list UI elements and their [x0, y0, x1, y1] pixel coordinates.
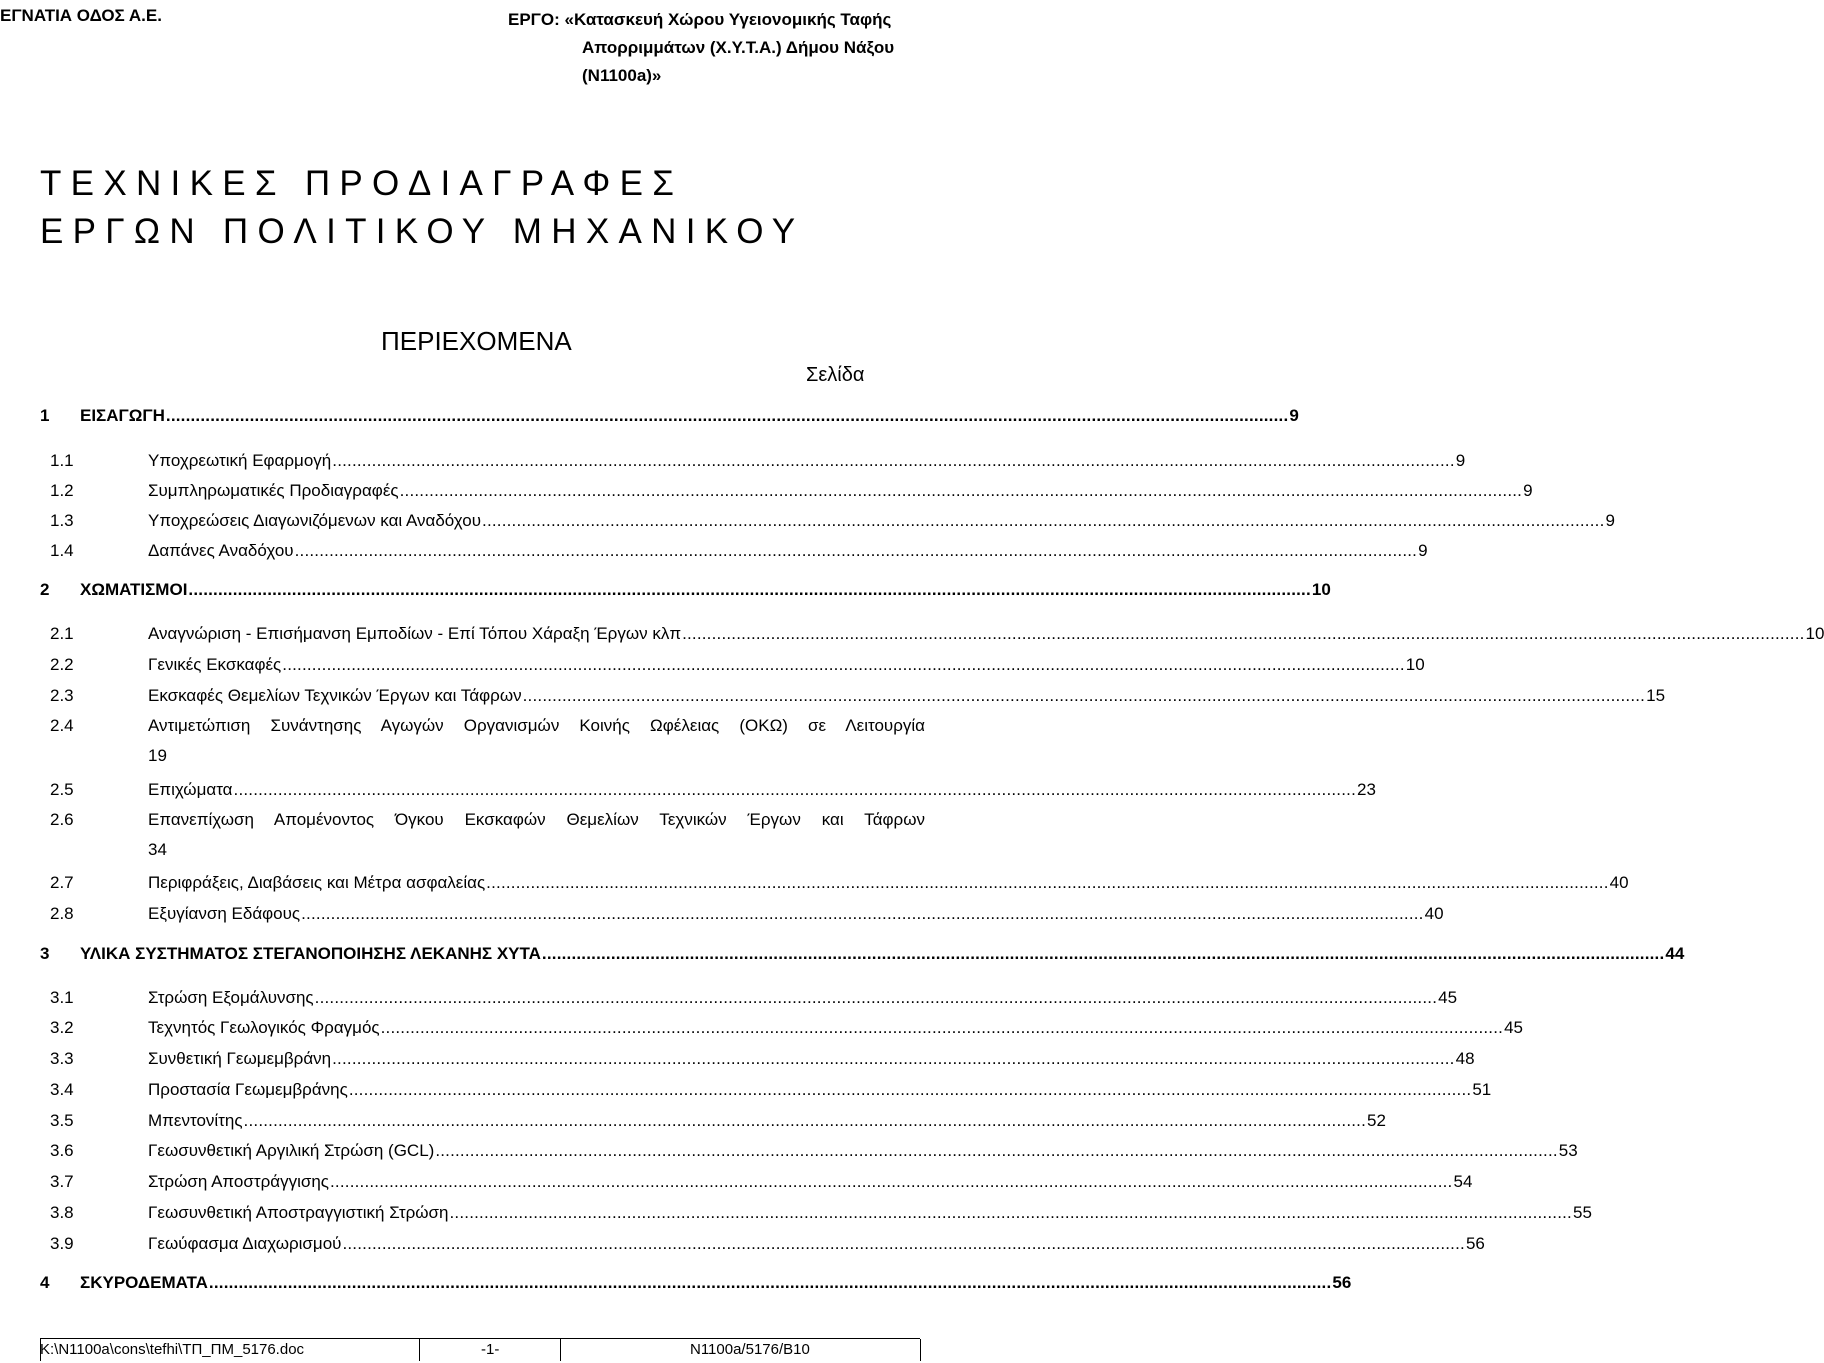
toc-entry[interactable]	[40, 1141, 1578, 1165]
toc-entry-wrapped[interactable]	[40, 716, 925, 772]
toc-entry[interactable]	[40, 944, 1685, 968]
toc-entry[interactable]	[40, 541, 1428, 565]
toc-page: 9	[1418, 541, 1428, 560]
toc-title: Γεωσυνθετική Αργιλική Στρώση (GCL)	[148, 1141, 435, 1160]
toc-title: Υποχρεώσεις Διαγωνιζόμενων και Αναδόχου	[148, 511, 482, 530]
footer-separator	[560, 1339, 561, 1361]
toc-page: 10	[1311, 580, 1331, 599]
toc-entry[interactable]	[40, 988, 1458, 1012]
toc-number: 3.1	[50, 988, 74, 1007]
toc-page: 48	[1455, 1049, 1475, 1068]
toc-entry[interactable]	[40, 873, 1629, 897]
toc-leader: ....................................................................................................................................................................................................................................	[332, 1049, 1455, 1068]
toc-leader: ....................................................................................................................................................................................................................................	[482, 511, 1605, 530]
toc-number: 2	[40, 580, 50, 599]
toc-leader: ....................................................................................................................................................................................................................................	[399, 481, 1523, 500]
toc-number: 3.6	[50, 1141, 74, 1160]
toc-leader: ....................................................................................................................................................................................................................................	[486, 873, 1609, 892]
toc-title: Γεωσυνθετική Αποστραγγιστική Στρώση	[148, 1203, 449, 1222]
toc-page: 44	[1665, 944, 1685, 963]
toc-title: Υποχρεωτική Εφαρμογή	[148, 451, 332, 470]
toc-entry-wrapped[interactable]	[40, 810, 925, 866]
toc-title: Εξυγίανση Εδάφους	[148, 904, 301, 923]
toc-page: 52	[1367, 1111, 1386, 1130]
toc-entry[interactable]	[40, 686, 1666, 710]
toc-number: 1.1	[50, 451, 74, 470]
toc-number: 3.4	[50, 1080, 74, 1099]
toc-number: 2.4	[50, 716, 74, 735]
toc-entry[interactable]	[40, 1203, 1592, 1227]
toc-entry[interactable]	[40, 1049, 1475, 1073]
toc-number: 2.5	[50, 780, 74, 799]
toc-entry[interactable]	[40, 1080, 1492, 1104]
contents-heading: ΠΕΡΙΕΧΟΜΕΝΑ	[381, 326, 572, 356]
toc-page: 10	[1805, 624, 1824, 643]
toc-entry[interactable]	[40, 481, 1533, 505]
toc-number: 2.7	[50, 873, 74, 892]
toc-leader: ....................................................................................................................................................................................................................................	[522, 686, 1646, 705]
toc-page: 9	[1523, 481, 1533, 500]
toc-leader: ....................................................................................................................................................................................................................................	[188, 580, 1311, 599]
toc-page: 9	[1455, 451, 1466, 470]
toc-number: 1.3	[50, 511, 74, 530]
toc-number: 3.9	[50, 1234, 74, 1253]
toc-page: 40	[1609, 873, 1629, 892]
toc-leader: ....................................................................................................................................................................................................................................	[682, 624, 1805, 643]
toc-title: Επανεπίχωση Απομένοντος Όγκου Εκσκαφών Θεμελίων Τεχνικών Έργων και Τάφρων	[148, 810, 925, 829]
toc-entry[interactable]	[40, 511, 1615, 535]
footer-file-path: K:\N1100a\cons\tefhi\ΤΠ_ΠΜ_5176.doc	[40, 1341, 305, 1358]
toc-page: 34	[148, 840, 167, 859]
header-project	[508, 6, 954, 90]
toc-leader: ....................................................................................................................................................................................................................................	[301, 904, 1424, 923]
toc-entry[interactable]	[40, 406, 1299, 430]
toc-leader: ....................................................................................................................................................................................................................................	[541, 944, 1665, 963]
toc-title: Περιφράξεις, Διαβάσεις και Μέτρα ασφαλείας	[148, 873, 486, 892]
toc-entry[interactable]	[40, 624, 1824, 648]
toc-page: 53	[1558, 1141, 1578, 1160]
page-column-label: Σελίδα	[806, 364, 865, 386]
toc-number: 3.5	[50, 1111, 74, 1130]
toc-page: 19	[148, 746, 167, 765]
toc-leader: ....................................................................................................................................................................................................................................	[294, 541, 1418, 560]
toc-page: 56	[1332, 1273, 1352, 1292]
toc-title: Τεχνητός Γεωλογικός Φραγμός	[148, 1018, 380, 1037]
toc-title: Στρώση Εξομάλυνσης	[148, 988, 314, 1007]
toc-page: 15	[1646, 686, 1666, 705]
toc-number: 4	[40, 1273, 50, 1292]
footer-separator	[419, 1339, 420, 1361]
toc-leader: ....................................................................................................................................................................................................................................	[314, 988, 1438, 1007]
footer-document-code: N1100a/5176/B10	[690, 1341, 810, 1358]
toc-entry[interactable]	[40, 1273, 1352, 1297]
toc-leader: ....................................................................................................................................................................................................................................	[165, 406, 1289, 425]
toc-number: 1.4	[50, 541, 74, 560]
toc-leader: ....................................................................................................................................................................................................................................	[342, 1234, 1465, 1253]
toc-number: 3.2	[50, 1018, 74, 1037]
header-project-line1: ΕΡΓΟ: «Κατασκευή Χώρου Υγειονομικής Ταφής	[508, 10, 892, 29]
toc-number: 2.6	[50, 810, 74, 829]
toc-page: 40	[1424, 904, 1444, 923]
toc-title: Μπεντονίτης	[148, 1111, 243, 1130]
toc-title: ΣΚΥΡΟΔΕΜΑΤΑ	[80, 1273, 208, 1292]
toc-leader: ....................................................................................................................................................................................................................................	[380, 1018, 1504, 1037]
toc-number: 2.1	[50, 624, 74, 643]
toc-title: ΕΙΣΑΓΩΓΗ	[80, 406, 165, 425]
toc-number: 1.2	[50, 481, 74, 500]
toc-number: 3.7	[50, 1172, 74, 1191]
header-project-line3: (Ν1100a)»	[582, 66, 662, 85]
toc-leader: ....................................................................................................................................................................................................................................	[449, 1203, 1572, 1222]
document-title-line1: ΤΕΧΝΙΚΕΣ ΠΡΟΔΙΑΓΡΑΦΕΣ	[40, 164, 684, 203]
toc-page: 54	[1453, 1172, 1473, 1191]
toc-entry[interactable]	[40, 904, 1444, 928]
toc-number: 3.3	[50, 1049, 74, 1068]
toc-page: 45	[1504, 1018, 1523, 1037]
document-title-line2: ΕΡΓΩΝ ΠΟΛΙΤΙΚΟΥ ΜΗΧΑΝΙΚΟΥ	[40, 212, 805, 251]
toc-page: 23	[1357, 780, 1376, 799]
toc-page: 9	[1605, 511, 1615, 530]
toc-title: Συμπληρωματικές Προδιαγραφές	[148, 481, 399, 500]
toc-entry[interactable]	[40, 655, 1425, 679]
toc-leader: ....................................................................................................................................................................................................................................	[332, 451, 1455, 470]
toc-title: Αντιμετώπιση Συνάντησης Αγωγών Οργανισμών Κοινής Ωφέλειας (ΟΚΩ) σε Λειτουργία	[148, 716, 925, 735]
toc-page: 56	[1465, 1234, 1485, 1253]
toc-title: ΧΩΜΑΤΙΣΜΟΙ	[80, 580, 188, 599]
toc-leader: ....................................................................................................................................................................................................................................	[243, 1111, 1367, 1130]
toc-page: 51	[1472, 1080, 1492, 1099]
toc-entry[interactable]	[40, 580, 1331, 604]
toc-number: 2.3	[50, 686, 74, 705]
toc-title: Αναγνώριση - Επισήμανση Εμποδίων - Επί Τόπου Χάραξη Έργων κλπ	[148, 624, 682, 643]
toc-title: Γενικές Εκσκαφές	[148, 655, 282, 674]
toc-page: 55	[1572, 1203, 1592, 1222]
toc-title: Δαπάνες Αναδόχου	[148, 541, 294, 560]
toc-leader: ....................................................................................................................................................................................................................................	[233, 780, 1356, 799]
toc-title: ΥΛΙΚΑ ΣΥΣΤΗΜΑΤΟΣ ΣΤΕΓΑΝΟΠΟΙΗΣΗΣ ΛΕΚΑΝΗΣ ΧΥΤΑ	[80, 944, 541, 963]
toc-entry[interactable]	[40, 1111, 1386, 1135]
toc-number: 3.8	[50, 1203, 74, 1222]
toc-number: 1	[40, 406, 50, 425]
toc-title: Προστασία Γεωμεμβράνης	[148, 1080, 348, 1099]
toc-number: 2.8	[50, 904, 74, 923]
toc-leader: ....................................................................................................................................................................................................................................	[330, 1172, 1453, 1191]
toc-page: 45	[1438, 988, 1458, 1007]
footer-page-number: -1-	[481, 1341, 500, 1358]
footer-separator	[920, 1339, 921, 1361]
toc-entry[interactable]	[40, 451, 1466, 475]
toc-entry[interactable]	[40, 780, 1376, 804]
toc-page: 10	[1405, 655, 1425, 674]
header-organization: ΕΓΝΑΤΙΑ ΟΔΟΣ Α.Ε.	[0, 6, 162, 25]
toc-leader: ....................................................................................................................................................................................................................................	[282, 655, 1405, 674]
header-project-line2: Απορριμμάτων (Χ.Υ.Τ.Α.) Δήμου Νάξου	[582, 38, 895, 57]
toc-title: Γεωύφασμα Διαχωρισμού	[148, 1234, 342, 1253]
toc-title: Επιχώματα	[148, 780, 233, 799]
toc-leader: ....................................................................................................................................................................................................................................	[208, 1273, 1332, 1292]
toc-leader: ....................................................................................................................................................................................................................................	[435, 1141, 1558, 1160]
toc-number: 3	[40, 944, 50, 963]
toc-title: Συνθετική Γεωμεμβράνη	[148, 1049, 332, 1068]
toc-leader: ....................................................................................................................................................................................................................................	[348, 1080, 1472, 1099]
toc-number: 2.2	[50, 655, 74, 674]
toc-entry[interactable]	[40, 1018, 1523, 1042]
toc-title: Στρώση Αποστράγγισης	[148, 1172, 329, 1191]
toc-title: Εκσκαφές Θεμελίων Τεχνικών Έργων και Τάφρων	[148, 686, 522, 705]
toc-entry[interactable]	[40, 1234, 1485, 1258]
toc-entry[interactable]	[40, 1172, 1473, 1196]
toc-page: 9	[1289, 406, 1299, 425]
